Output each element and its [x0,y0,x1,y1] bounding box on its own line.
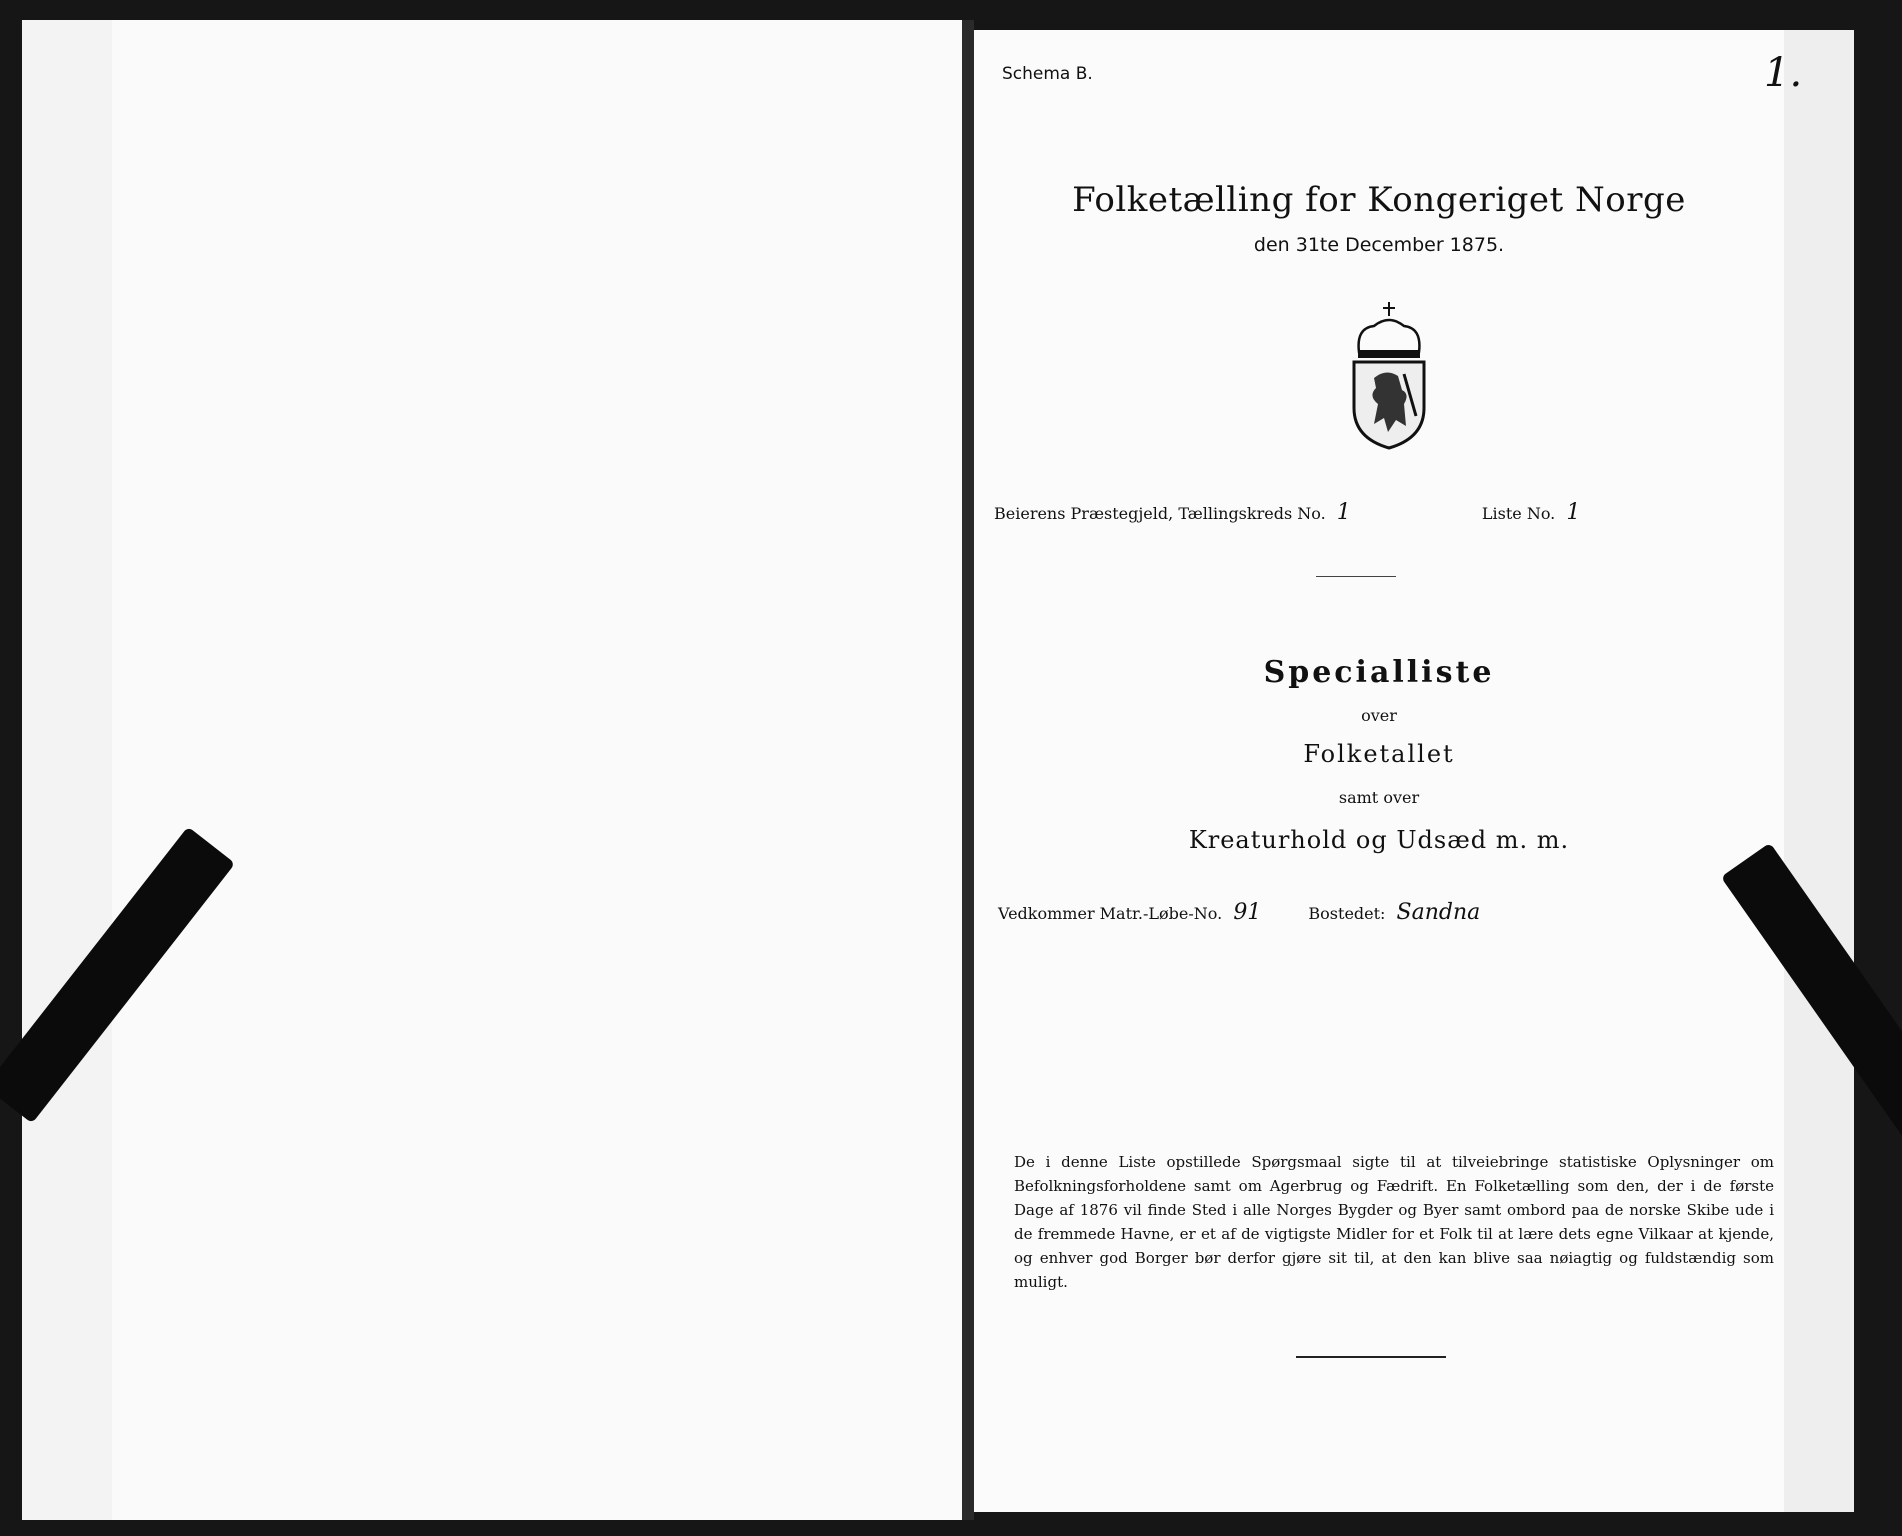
schema-label: Schema B. [1002,64,1093,84]
district-label: Tællingskreds No. [1178,504,1326,523]
place-value: Sandna [1396,900,1481,925]
list-label: Liste No. [1481,504,1556,523]
samt-over-text: samt over [1338,788,1420,807]
over-text: over [1361,706,1397,725]
page-number: 1. [1764,50,1803,96]
left-page-blank [22,20,962,1520]
list-value: 1 [1566,500,1581,525]
document-title: Folketælling for Kongeriget Norge [1072,180,1686,220]
property-line [998,900,1486,925]
folketallet-heading: Folketallet [1303,740,1455,768]
divider-bottom [1296,1356,1446,1358]
book-gutter [962,20,974,1520]
left-page-edge [22,20,112,1520]
place-label: Bostedet: [1308,904,1386,923]
matr-value: 91 [1233,900,1262,925]
right-page-fold [1784,30,1854,1512]
parish-label: Beierens Præstegjeld, [994,504,1174,523]
district-value: 1 [1336,500,1351,525]
divider-short [1316,576,1396,577]
matr-label: Vedkommer Matr.-Løbe-No. [998,904,1223,923]
specialliste-heading: Specialliste [1263,655,1495,690]
right-page [974,30,1854,1512]
location-line [994,500,1586,525]
instruction-paragraph: De i denne Liste opstillede Spørgsmaal sigte til at tilveiebringe statistiske Oplysninger om Befolkningsforholdene samt om Agerbrug og Fædrift. En Folketælling som den, der i de første Dage af 1876 vil finde Sted i alle Norges Bygder og Byer samt ombord paa de norske Skibe ude i de fremmede Havne, er et af de vigtigste Midler for et Folk til at lære dets egne Vilkaar at kjende, og enhver god Borger bør derfor gjøre sit til, at den kan blive saa nøiagtig og fuldstændig som muligt. [1014,1153,1774,1291]
coat-of-arms-icon [1344,300,1434,450]
document-date: den 31te December 1875. [1253,234,1505,256]
kreaturhold-heading: Kreaturhold og Udsæd m. m. [1188,826,1570,854]
